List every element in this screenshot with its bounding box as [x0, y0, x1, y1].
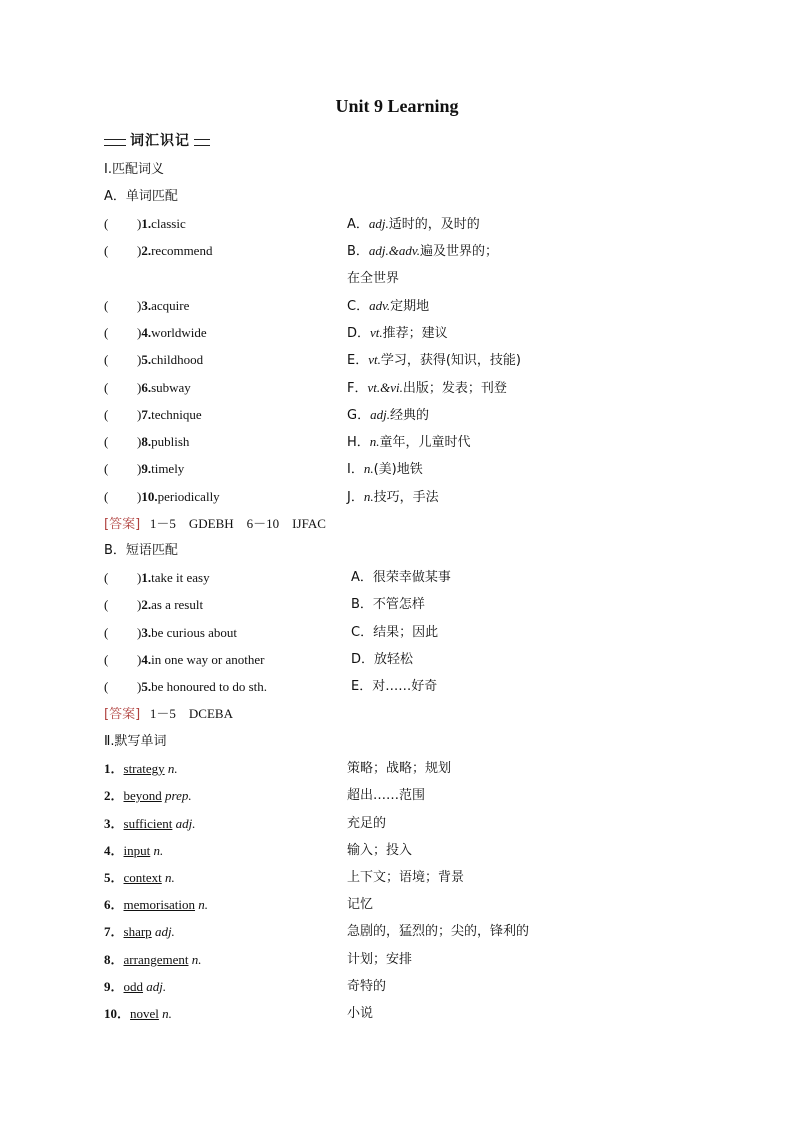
- part-of-speech: vt.: [370, 325, 383, 340]
- answer-blank-open: (: [104, 216, 109, 231]
- item-word: technique: [151, 407, 202, 422]
- partA-answer: [104, 514, 326, 534]
- answer-blank-open: (: [104, 325, 109, 340]
- item-word: acquire: [151, 298, 190, 313]
- word-item: [137, 405, 202, 425]
- item-word: recommend: [151, 243, 213, 258]
- part-of-speech: adj.: [146, 979, 167, 994]
- spelling-item: [104, 1004, 172, 1024]
- item-number: 5.: [141, 352, 152, 367]
- answer-blank-open: (: [104, 597, 109, 612]
- item-word: novel: [130, 1006, 159, 1021]
- item-number: 6.: [141, 380, 152, 395]
- part-of-speech: n.: [363, 489, 374, 504]
- part-of-speech: adj.: [370, 407, 390, 422]
- part-of-speech: adj.: [175, 816, 196, 831]
- item-number: 8．: [104, 952, 124, 967]
- item-meaning: 超出……范围: [347, 788, 426, 803]
- item-number: 5．: [104, 870, 124, 885]
- item-meaning: 输入；投入: [347, 843, 413, 858]
- answer-blank-open: (: [104, 407, 109, 422]
- item-word: arrangement: [123, 952, 189, 967]
- meaning-text: 遍及世界的；: [419, 244, 498, 259]
- paren-close: ): [137, 679, 142, 694]
- word-item: [137, 350, 203, 370]
- section1-heading: Ⅰ.匹配词义: [104, 162, 164, 177]
- phrase-meaning: D．放轻松: [351, 652, 414, 667]
- item-number: 1.: [141, 570, 152, 585]
- paren-close: ): [137, 243, 142, 258]
- meaning-item: [347, 214, 480, 234]
- item-meaning: 充足的: [347, 816, 387, 831]
- meaning-item: [347, 269, 399, 289]
- part-of-speech: n.: [191, 952, 202, 967]
- item-meaning: 记忆: [347, 897, 374, 912]
- option-letter: J．: [347, 490, 364, 505]
- paren-close: ): [137, 597, 142, 612]
- spelling-item: [104, 841, 163, 861]
- phrase-meaning: C．结果；因此: [351, 625, 439, 640]
- item-number: 10．: [104, 1006, 131, 1021]
- answer-blank-open: (: [104, 652, 109, 667]
- spelling-item: [104, 814, 196, 834]
- item-word: strategy: [123, 761, 165, 776]
- part-of-speech: adj.: [154, 924, 175, 939]
- part-of-speech: adv.: [369, 298, 391, 313]
- item-number: 10.: [141, 489, 158, 504]
- meaning-item: [347, 296, 429, 316]
- item-meaning: 急剧的，猛烈的；尖的，锋利的: [347, 924, 530, 939]
- paren-close: ): [137, 352, 142, 367]
- item-number: 5.: [141, 679, 152, 694]
- answer-blank-open: (: [104, 461, 109, 476]
- item-word: context: [123, 870, 162, 885]
- meaning-text: 童年，儿童时代: [379, 435, 471, 450]
- answer-text: 1－5 GDEBH 6－10 IJFAC: [149, 516, 326, 531]
- answer-blank-open: (: [104, 380, 109, 395]
- item-word: odd: [123, 979, 144, 994]
- meaning-text: 出版；发表；刊登: [402, 381, 507, 396]
- item-number: 6．: [104, 897, 124, 912]
- answer-tag: [答案]: [104, 707, 141, 722]
- spelling-item: [104, 895, 208, 915]
- item-meaning: 策略；战略；规划: [347, 761, 452, 776]
- word-item: [137, 241, 212, 261]
- item-word: subway: [151, 380, 191, 395]
- part-of-speech: n.: [167, 761, 178, 776]
- partA-heading: A．单词匹配: [104, 189, 178, 204]
- spelling-item: [104, 868, 175, 888]
- meaning-item: [347, 405, 429, 425]
- part-of-speech: vt.: [368, 352, 381, 367]
- answer-blank-open: (: [104, 679, 109, 694]
- item-number: 4.: [141, 325, 152, 340]
- word-item: [137, 432, 189, 452]
- item-word: sufficient: [123, 816, 173, 831]
- paren-close: ): [137, 298, 142, 313]
- answer-text: 1－5 DCEBA: [149, 706, 233, 721]
- phrase-item: [137, 595, 203, 615]
- part-of-speech: n.: [162, 1006, 172, 1021]
- paren-close: ): [137, 216, 142, 231]
- meaning-item: [347, 350, 521, 370]
- item-number: 4.: [141, 652, 152, 667]
- meaning-item: [347, 241, 498, 261]
- phrase-meaning: E．对……好奇: [351, 679, 438, 694]
- item-word: publish: [151, 434, 190, 449]
- section-badge: [104, 131, 210, 151]
- item-word: classic: [151, 216, 186, 231]
- option-letter: E．: [347, 353, 369, 368]
- partB-answer: [104, 704, 233, 724]
- answer-blank-open: (: [104, 570, 109, 585]
- meaning-item: [347, 432, 471, 452]
- item-word: sharp: [123, 924, 152, 939]
- part-of-speech: n.: [198, 897, 209, 912]
- answer-blank-open: (: [104, 298, 109, 313]
- item-word: beyond: [123, 788, 162, 803]
- meaning-item: [347, 487, 439, 507]
- option-letter: F．: [347, 381, 368, 396]
- item-number: 3.: [141, 298, 152, 313]
- item-number: 9．: [104, 979, 124, 994]
- item-number: 7．: [104, 924, 124, 939]
- meaning-text: 学习，获得(知识，技能): [380, 353, 522, 368]
- item-phrase: be honoured to do sth.: [151, 679, 267, 694]
- option-letter: G．: [347, 408, 371, 423]
- paren-close: ): [137, 461, 142, 476]
- spelling-item: [104, 950, 201, 970]
- phrase-item: [137, 623, 237, 643]
- item-meaning: 上下文；语境；背景: [347, 870, 465, 885]
- word-item: [137, 487, 220, 507]
- paren-close: ): [137, 434, 142, 449]
- part-of-speech: prep.: [165, 788, 192, 803]
- meaning-text: 技巧，手法: [373, 490, 439, 505]
- item-meaning: 小说: [347, 1006, 374, 1021]
- paren-close: ): [137, 489, 142, 504]
- phrase-meaning: B．不管怎样: [351, 597, 425, 612]
- item-number: 7.: [141, 407, 152, 422]
- item-meaning: 计划；安排: [347, 952, 413, 967]
- phrase-item: [137, 568, 210, 588]
- item-word: timely: [151, 461, 185, 476]
- item-word: periodically: [157, 489, 220, 504]
- phrase-meaning: A．很荣幸做某事: [351, 570, 451, 585]
- meaning-text: 适时的，及时的: [388, 217, 480, 232]
- word-item: [137, 459, 184, 479]
- item-number: 8.: [141, 434, 152, 449]
- item-meaning: 奇特的: [347, 979, 387, 994]
- item-phrase: be curious about: [151, 625, 238, 640]
- part-of-speech: n.: [369, 434, 380, 449]
- word-item: [137, 323, 207, 343]
- option-letter: C．: [347, 299, 370, 314]
- answer-tag: [答案]: [104, 517, 141, 532]
- meaning-item: [347, 378, 507, 398]
- part-of-speech: n.: [153, 843, 164, 858]
- word-item: [137, 214, 186, 234]
- meaning-text: 推荐；建议: [382, 326, 448, 341]
- phrase-item: [137, 677, 267, 697]
- item-number: 9.: [141, 461, 152, 476]
- item-phrase: take it easy: [151, 570, 210, 585]
- item-word: memorisation: [123, 897, 196, 912]
- answer-blank-open: (: [104, 434, 109, 449]
- meaning-text: (美)地铁: [373, 462, 423, 477]
- item-number: 2.: [141, 243, 152, 258]
- item-word: childhood: [151, 352, 204, 367]
- option-letter: H．: [347, 435, 370, 450]
- answer-blank-open: (: [104, 625, 109, 640]
- part-of-speech: adj.&adv.: [368, 243, 420, 258]
- paren-close: ): [137, 407, 142, 422]
- badge-label: 词汇识记: [126, 131, 194, 151]
- spelling-item: [104, 759, 178, 779]
- answer-blank-open: (: [104, 243, 109, 258]
- part-of-speech: adj.: [368, 216, 389, 231]
- item-number: 4．: [104, 843, 124, 858]
- item-phrase: in one way or another: [151, 652, 265, 667]
- spelling-item: [104, 922, 175, 942]
- item-number: 3.: [141, 625, 152, 640]
- item-phrase: as a result: [151, 597, 204, 612]
- option-letter: A．: [347, 217, 369, 232]
- paren-close: ): [137, 625, 142, 640]
- section2-heading: Ⅱ.默写单词: [104, 734, 167, 749]
- part-of-speech: n.: [165, 870, 175, 885]
- word-item: [137, 378, 191, 398]
- item-number: 3．: [104, 816, 124, 831]
- meaning-item: [347, 323, 448, 343]
- paren-close: ): [137, 380, 142, 395]
- answer-blank-open: (: [104, 489, 109, 504]
- item-word: input: [123, 843, 151, 858]
- answer-blank-open: (: [104, 352, 109, 367]
- word-item: [137, 296, 189, 316]
- paren-close: ): [137, 325, 142, 340]
- page-title: Unit 9 Learning: [335, 96, 459, 116]
- meaning-text: 定期地: [390, 299, 430, 314]
- phrase-item: [137, 650, 264, 670]
- meaning-item: [347, 459, 423, 479]
- spelling-item: [104, 786, 192, 806]
- meaning-text: 在全世界: [347, 271, 400, 286]
- item-number: 2.: [141, 597, 152, 612]
- paren-close: ): [137, 652, 142, 667]
- item-number: 1.: [141, 216, 152, 231]
- paren-close: ): [137, 570, 142, 585]
- option-letter: B．: [347, 244, 369, 259]
- spelling-item: [104, 977, 166, 997]
- part-of-speech: vt.&vi.: [367, 380, 403, 395]
- meaning-text: 经典的: [389, 408, 429, 423]
- partB-heading: B．短语匹配: [104, 543, 178, 558]
- item-word: worldwide: [151, 325, 207, 340]
- option-letter: D．: [347, 326, 371, 341]
- item-number: 1．: [104, 761, 124, 776]
- option-letter: I．: [347, 462, 364, 477]
- item-number: 2．: [104, 788, 124, 803]
- part-of-speech: n.: [363, 461, 374, 476]
